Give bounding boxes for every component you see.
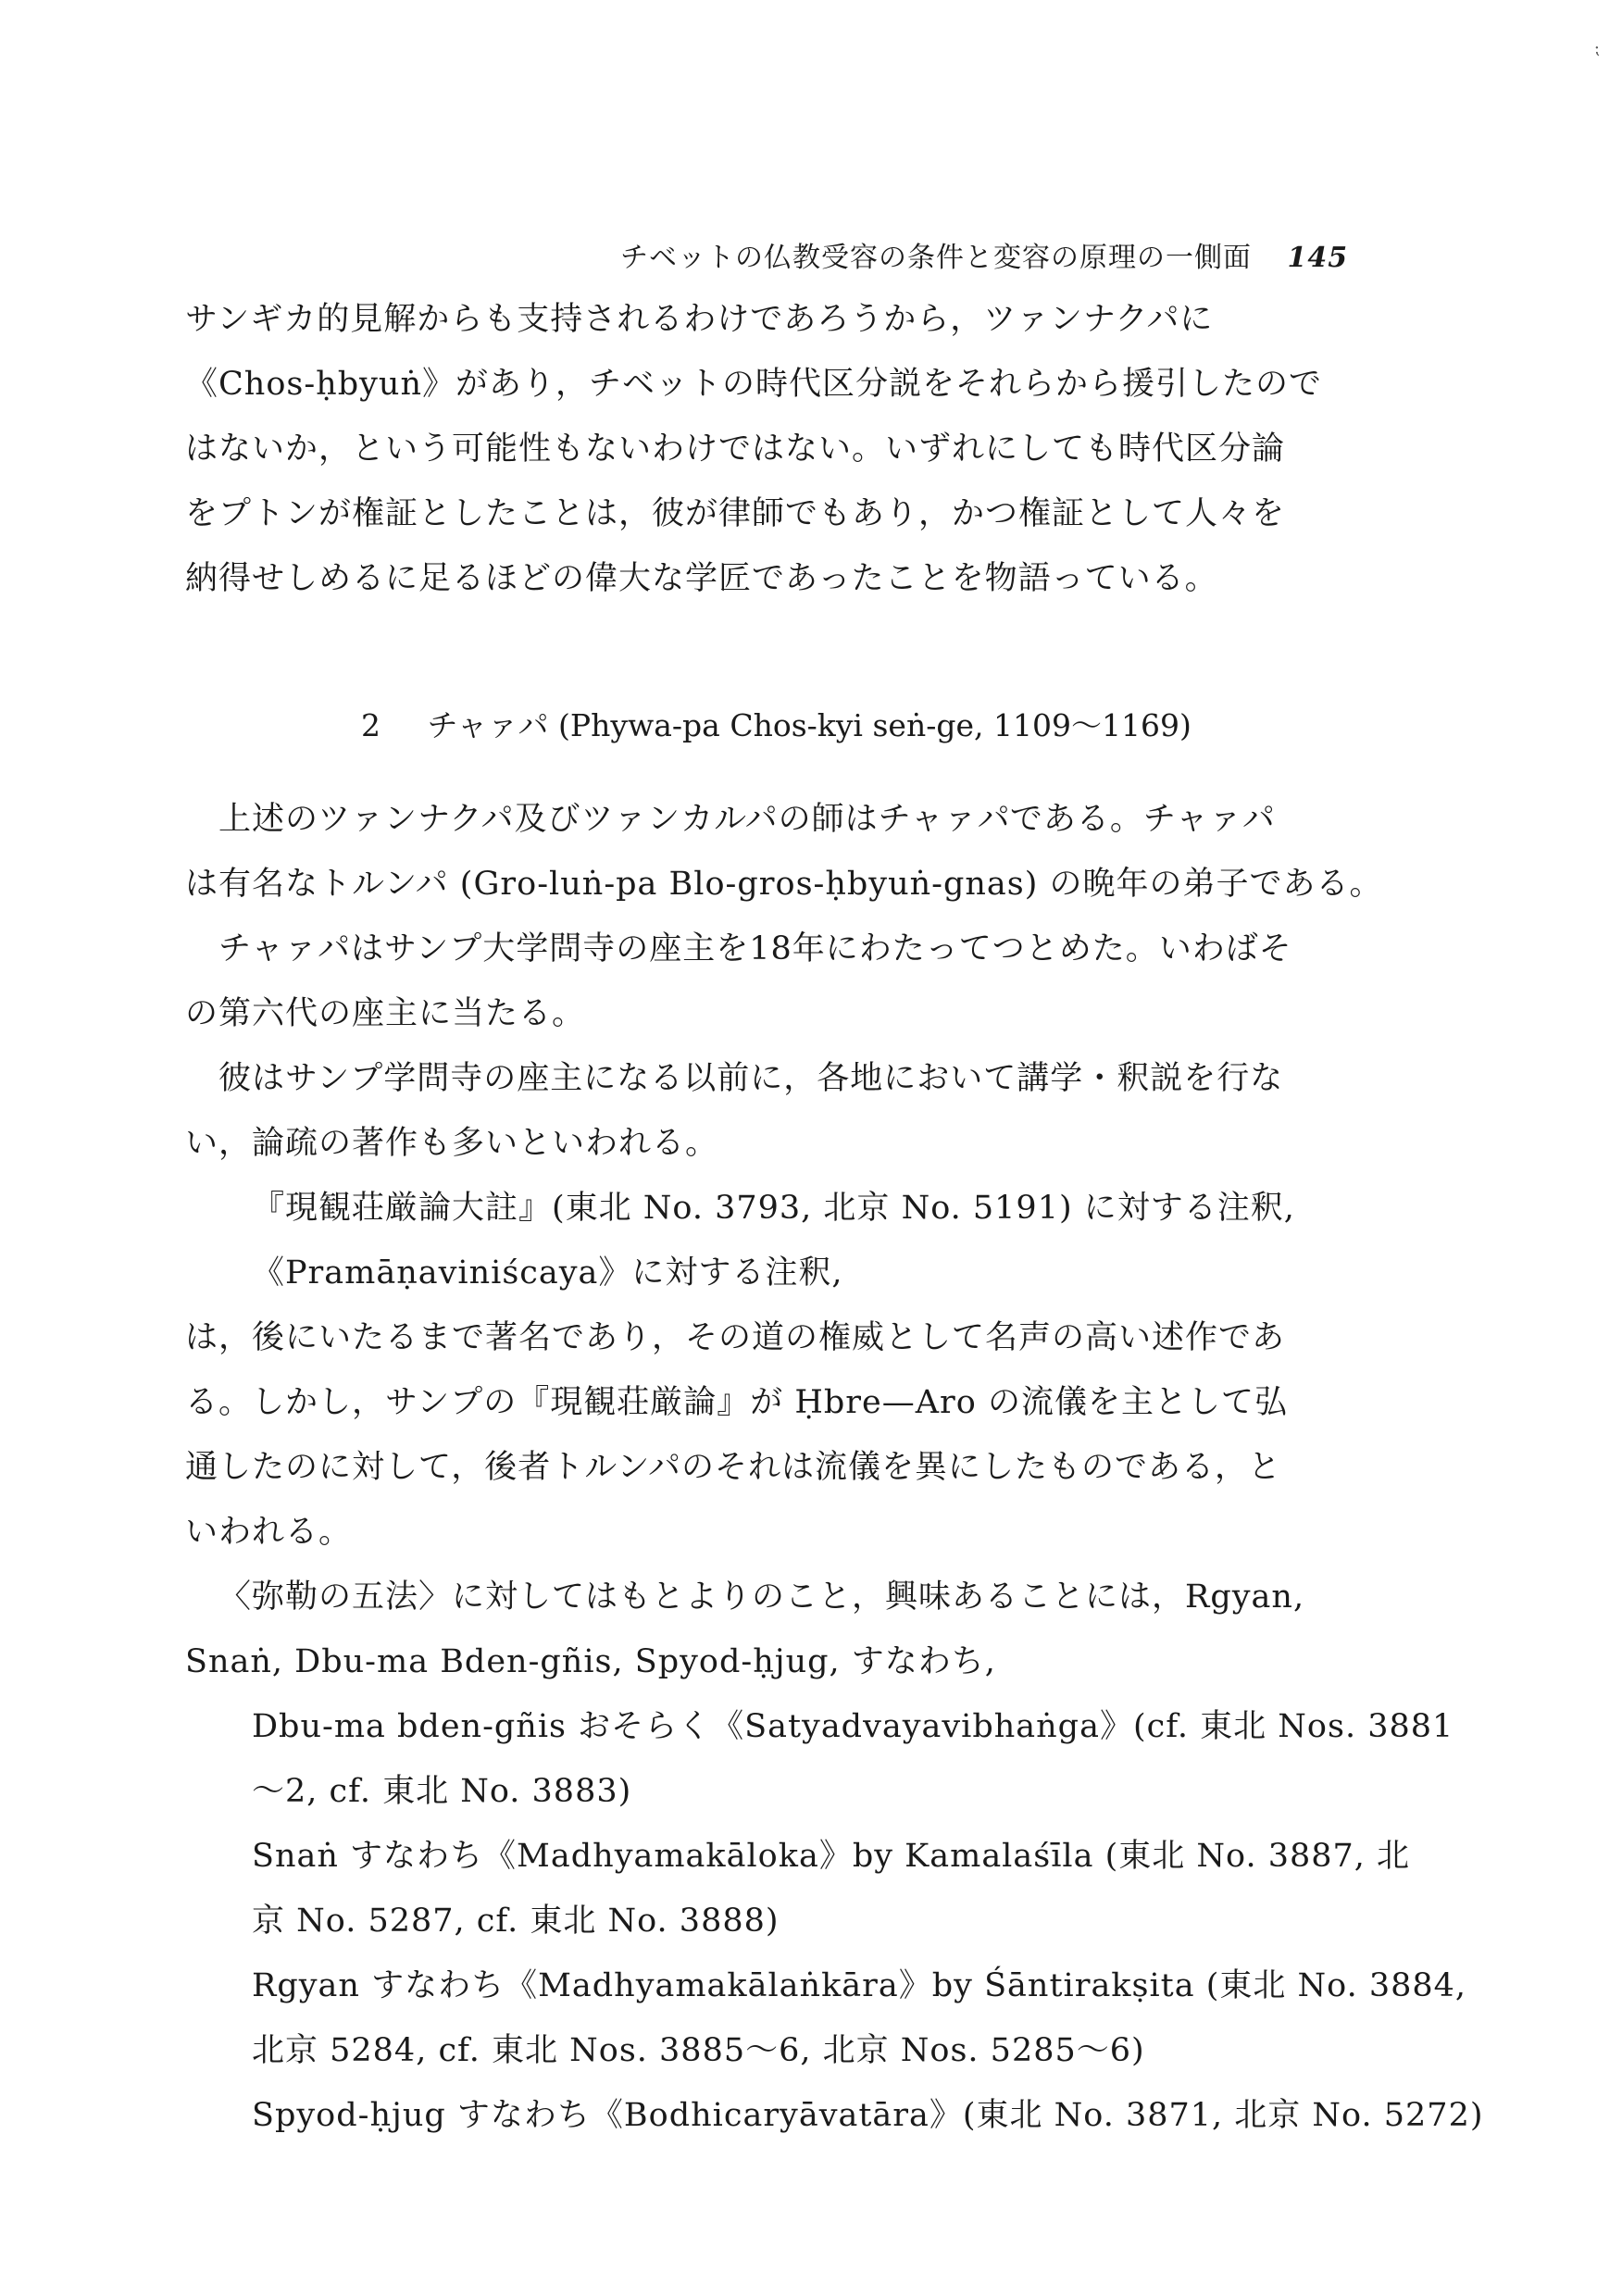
section-number: 2 bbox=[361, 707, 381, 743]
paragraph-1 bbox=[185, 287, 1333, 611]
section-body bbox=[185, 787, 1484, 2148]
section-heading bbox=[361, 702, 1194, 745]
text-line: 通したのに対して，後者トルンパのそれは流儀を異にしたものである，と bbox=[185, 1449, 1281, 1486]
text-line: 〜2, cf. 東北 No. 3883) bbox=[252, 1773, 632, 1810]
text-line: 《Chos-ḥbyuṅ》があり，チベットの時代区分説をそれらから援引したので bbox=[185, 366, 1322, 403]
text-line: 《Pramāṇaviniścaya》に対する注釈, bbox=[252, 1254, 843, 1292]
text-line: サンギカ的見解からも支持されるわけであろうから，ツァンナクパに bbox=[185, 301, 1214, 338]
text-line: 納得せしめるに足るほどの偉大な学匠であったことを物語っている。 bbox=[185, 560, 1218, 597]
running-head bbox=[620, 234, 1349, 275]
page-number: 145 bbox=[1287, 242, 1349, 274]
text-line: いわれる。 bbox=[185, 1514, 353, 1551]
text-line: チャァパはサンプ大学問寺の座主を18年にわたってつとめた。いわばそ bbox=[218, 930, 1292, 967]
text-line: はないか，という可能性もないわけではない。いずれにしても時代区分論 bbox=[185, 430, 1286, 468]
text-line: Snaṅ すなわち《Madhyamakāloka》by Kamalaśīla (東北 No. 3887, 北 bbox=[252, 1838, 1411, 1875]
text-line: 『現観荘厳論大註』(東北 No. 3793, 北京 No. 5191) に対する注釈, bbox=[252, 1190, 1295, 1227]
text-line: 上述のツァンナクパ及びツァンカルパの師はチャァパである。チャァパ bbox=[218, 801, 1276, 838]
text-line: Dbu-ma bden-gñis おそらく《Satyadvayavibhaṅga》(cf. 東北 Nos. 3881 bbox=[252, 1708, 1454, 1745]
text-line: Snaṅ, Dbu-ma Bden-gñis, Spyod-ḥjug, すなわち, bbox=[185, 1643, 996, 1680]
text-line: Spyod-ḥjug すなわち《Bodhicaryāvatāra》(東北 No. 3871, 北京 No. 5272) bbox=[252, 2097, 1484, 2134]
text-line: をプトンが権証としたことは，彼が律師でもあり，かつ権証として人々を bbox=[185, 495, 1286, 532]
text-line: 彼はサンプ学問寺の座主になる以前に，各地において講学・釈説を行な bbox=[218, 1060, 1284, 1097]
text-line: 京 No. 5287, cf. 東北 No. 3888) bbox=[252, 1903, 780, 1940]
section-title: チャァパ (Phywa-pa Chos-kyi seṅ-ge, 1109〜1169) bbox=[427, 707, 1192, 743]
text-line: 北京 5284, cf. 東北 Nos. 3885〜6, 北京 Nos. 5285〜6) bbox=[252, 2032, 1145, 2069]
text-line: い，論疏の著作も多いといわれる。 bbox=[185, 1125, 719, 1162]
running-head-title: チベットの仏教受容の条件と変容の原理の一側面 bbox=[620, 242, 1252, 274]
text-line: の第六代の座主に当たる。 bbox=[185, 995, 586, 1032]
text-line: は，後にいたるまで著名であり，その道の権威として名声の高い述作であ bbox=[185, 1319, 1286, 1356]
text-line: る。しかし，サンプの『現観荘厳論』が Ḥbre—Aro の流儀を主として弘 bbox=[185, 1384, 1288, 1421]
text-line: 〈弥勒の五法〉に対してはもとよりのこと，興味あることには，Rgyan, bbox=[218, 1578, 1305, 1616]
text-line: Rgyan すなわち《Madhyamakālaṅkāra》by Śāntirakṣita (東北 No. 3884, bbox=[252, 1967, 1467, 2004]
text-line: は有名なトルンパ (Gro-luṅ-pa Blo-gros-ḥbyuṅ-gnas) の晩年の弟子である。 bbox=[185, 866, 1383, 903]
corner-mark: ⁏ bbox=[1593, 39, 1600, 58]
